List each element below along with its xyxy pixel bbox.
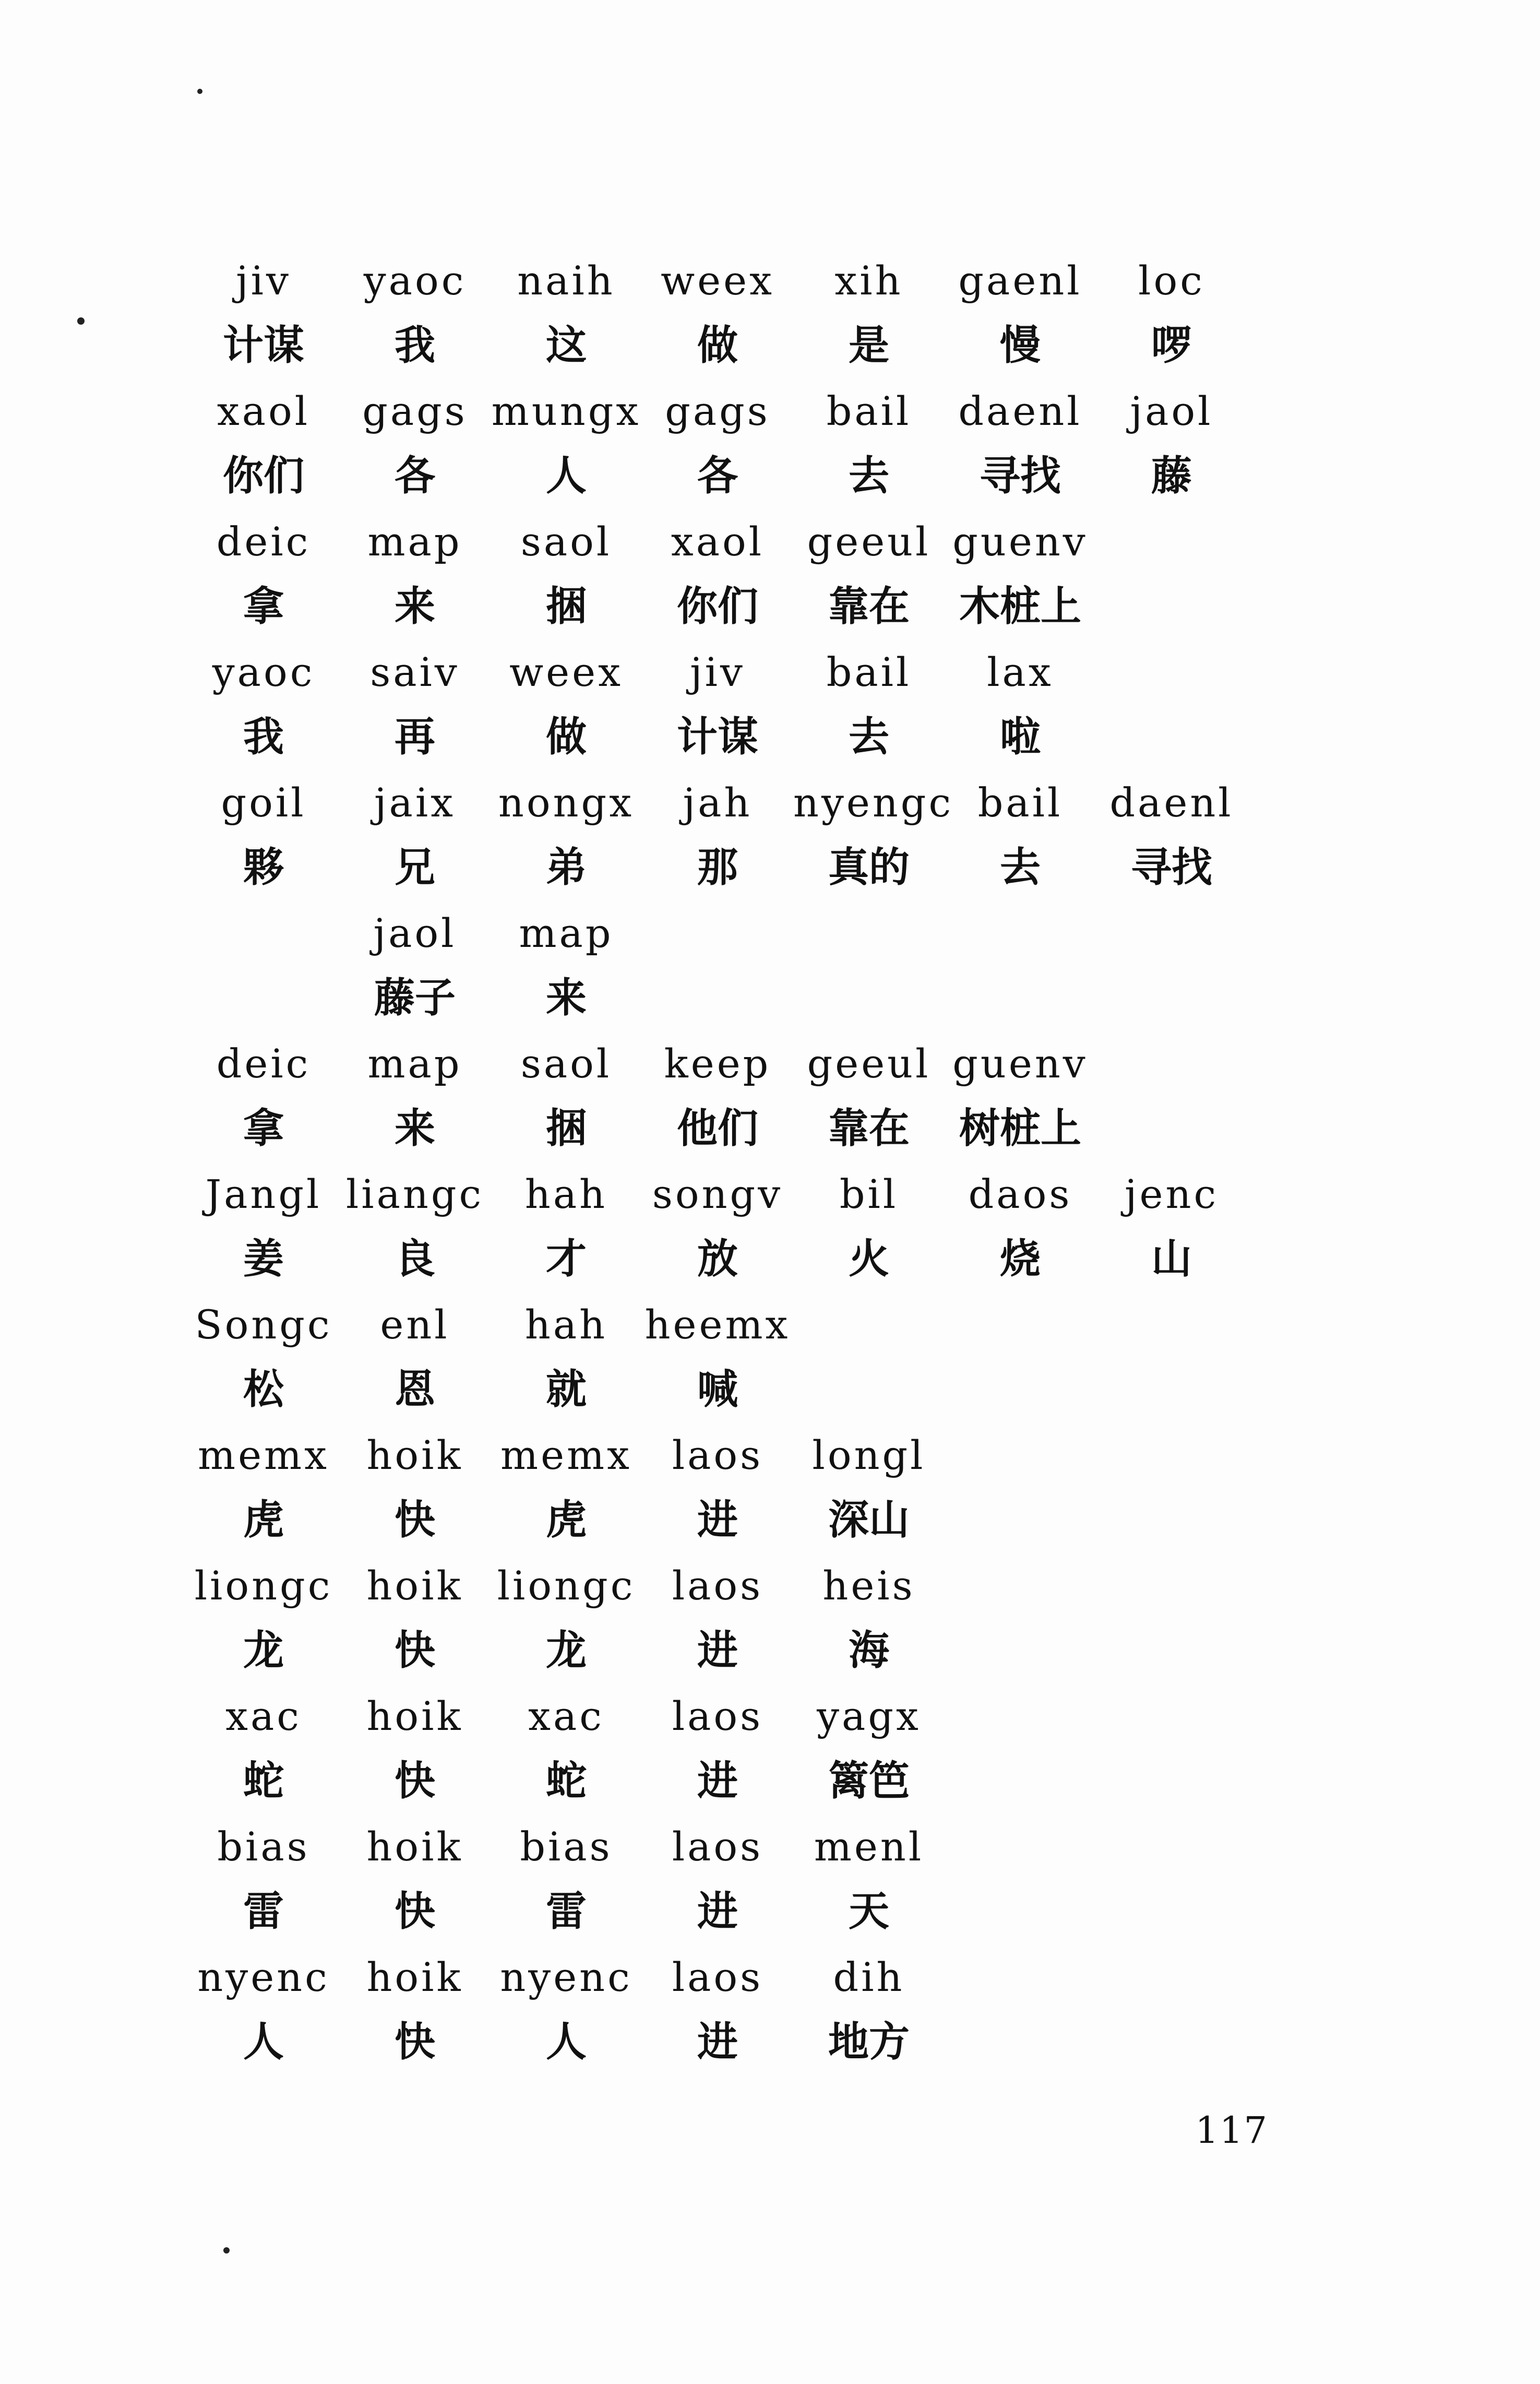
chinese-word: 那 [697,844,738,891]
chinese-word: 木桩上 [959,583,1081,630]
romanized-word: keep [664,1040,771,1087]
romanized-word: loc [1138,257,1205,304]
romanized-word: enl [380,1301,450,1348]
chinese-word: 兄 [394,844,435,891]
romanized-word: daenl [1109,779,1234,826]
romanized-word: jaol [1130,388,1213,434]
romanized-word: xih [834,257,903,304]
chinese-word: 快 [394,2019,435,2066]
romanized-word: jah [683,779,753,826]
romanized-word: hah [524,1171,608,1217]
chinese-gloss-line [188,1749,1258,1814]
romanized-word: yagx [817,1693,921,1739]
romanized-line [188,378,1258,444]
romanized-word: laos [672,1432,763,1478]
chinese-gloss-line [188,574,1258,639]
chinese-word: 慢 [999,322,1041,369]
chinese-word: 藤子 [374,975,456,1022]
chinese-gloss-line [188,1227,1258,1292]
chinese-word: 快 [394,1758,435,1805]
chinese-word: 火 [848,1236,889,1283]
chinese-word: 龙 [545,1627,587,1674]
romanized-word: Jangl [205,1171,322,1217]
romanized-line [188,1944,1258,2010]
chinese-word: 地方 [828,2019,910,2066]
romanized-word: geeul [807,1040,931,1087]
chinese-word: 去 [999,844,1041,891]
chinese-word: 进 [697,2019,738,2066]
chinese-word: 做 [697,322,738,369]
chinese-word: 去 [848,453,889,500]
chinese-word: 你们 [676,583,758,630]
chinese-word: 人 [545,453,587,500]
chinese-word: 快 [394,1497,435,1544]
romanized-word: gags [665,388,770,434]
romanized-word: xac [528,1693,604,1739]
romanized-word: longl [812,1432,926,1478]
chinese-word: 海 [848,1627,889,1674]
romanized-word: gags [362,388,468,434]
romanized-word: bail [826,649,912,695]
chinese-word: 放 [697,1236,738,1283]
romanized-line [188,900,1258,966]
romanized-word: xaol [671,518,765,565]
romanized-word: liangc [345,1171,484,1217]
chinese-word: 捆 [545,583,587,630]
romanized-word: daos [968,1171,1072,1217]
romanized-word: bil [839,1171,899,1217]
chinese-word: 人 [243,2019,284,2066]
romanized-word: memx [198,1432,329,1478]
chinese-word: 树桩上 [959,1105,1081,1152]
romanized-word: weex [509,649,623,695]
chinese-word: 就 [545,1366,587,1413]
chinese-word: 松 [243,1366,284,1413]
chinese-word: 是 [848,322,889,369]
chinese-word: 快 [394,1888,435,1935]
romanized-line [188,248,1258,313]
romanized-word: hah [524,1301,608,1348]
chinese-word: 人 [545,2019,587,2066]
romanized-word: jiv [690,649,745,695]
chinese-gloss-line [188,705,1258,770]
chinese-word: 恩 [394,1366,435,1413]
romanized-word: hoik [366,1562,463,1609]
chinese-gloss-line [188,1357,1258,1422]
chinese-word: 雷 [545,1888,587,1935]
romanized-line [188,1422,1258,1488]
romanized-word: songv [652,1171,783,1217]
romanized-word: bias [217,1823,310,1870]
chinese-gloss-line [188,313,1258,378]
romanized-word: laos [672,1954,763,2000]
chinese-word: 姜 [243,1236,284,1283]
chinese-gloss-line [188,1879,1258,1944]
chinese-word: 雷 [243,1888,284,1935]
page-number: 117 [1195,2109,1268,2152]
romanized-word: xac [225,1693,302,1739]
chinese-word: 寻找 [979,453,1061,500]
chinese-word: 寻找 [1130,844,1212,891]
romanized-line [188,1292,1258,1357]
chinese-word: 捆 [545,1105,587,1152]
romanized-word: Songc [195,1301,332,1348]
chinese-word: 进 [697,1888,738,1935]
romanized-word: hoik [366,1432,463,1478]
romanized-word: saol [520,518,612,565]
romanized-word: xaol [217,388,311,434]
chinese-word: 喊 [697,1366,738,1413]
chinese-word: 计谋 [222,322,304,369]
romanized-word: saiv [370,649,460,695]
chinese-word: 进 [697,1497,738,1544]
scan-speck [197,89,202,94]
romanized-word: daenl [958,388,1082,434]
romanized-line [188,1814,1258,1879]
romanized-word: naih [517,257,615,304]
chinese-word: 这 [545,322,587,369]
romanized-word: liongc [497,1562,636,1609]
interlinear-text [188,248,1258,2075]
chinese-word: 烧 [999,1236,1041,1283]
romanized-word: laos [672,1823,763,1870]
romanized-word: map [367,518,462,565]
romanized-word: weex [661,257,774,304]
romanized-word: lax [987,649,1054,695]
chinese-gloss-line [188,1488,1258,1553]
romanized-word: bail [977,779,1063,826]
chinese-word: 才 [545,1236,587,1283]
romanized-word: guenv [952,518,1088,565]
chinese-gloss-line [188,444,1258,509]
chinese-word: 虎 [545,1497,587,1544]
romanized-line [188,509,1258,574]
chinese-word: 去 [848,714,889,761]
chinese-gloss-line [188,1096,1258,1161]
romanized-word: map [519,910,614,956]
romanized-word: nongx [498,779,635,826]
romanized-word: deic [216,1040,311,1087]
romanized-word: map [367,1040,462,1087]
chinese-word: 弟 [545,844,587,891]
chinese-word: 良 [394,1236,435,1283]
chinese-word: 你们 [222,453,304,500]
romanized-word: gaenl [958,257,1082,304]
romanized-word: heis [822,1562,915,1609]
scan-speck [223,2247,230,2253]
chinese-word: 进 [697,1627,738,1674]
chinese-gloss-line [188,835,1258,900]
romanized-word: geeul [807,518,931,565]
chinese-word: 靠在 [828,583,910,630]
romanized-word: yaoc [363,257,467,304]
chinese-word: 啦 [999,714,1041,761]
romanized-word: jaix [374,779,456,826]
romanized-word: deic [216,518,311,565]
chinese-gloss-line [188,966,1258,1031]
chinese-word: 山 [1151,1236,1192,1283]
romanized-word: laos [672,1562,763,1609]
chinese-word: 来 [394,1105,435,1152]
chinese-word: 我 [243,714,284,761]
chinese-word: 篱笆 [828,1758,910,1805]
chinese-word: 他们 [676,1105,758,1152]
romanized-word: goil [221,779,306,826]
romanized-word: hoik [366,1693,463,1739]
chinese-gloss-line [188,2010,1258,2075]
romanized-line [188,1031,1258,1096]
chinese-word: 蛇 [243,1758,284,1805]
chinese-word: 来 [394,583,435,630]
chinese-word: 虎 [243,1497,284,1544]
romanized-word: jenc [1124,1171,1219,1217]
romanized-line [188,639,1258,705]
romanized-word: nyenc [500,1954,632,2000]
romanized-word: bail [826,388,912,434]
chinese-word: 做 [545,714,587,761]
romanized-line [188,1161,1258,1227]
romanized-word: nyenc [197,1954,330,2000]
chinese-word: 天 [848,1888,889,1935]
chinese-word: 真的 [828,844,910,891]
romanized-word: mungx [491,388,641,434]
romanized-word: bias [520,1823,613,1870]
chinese-gloss-line [188,1618,1258,1683]
romanized-word: jiv [236,257,291,304]
chinese-word: 来 [545,975,587,1022]
romanized-line [188,1553,1258,1618]
chinese-word: 再 [394,714,435,761]
chinese-word: 各 [697,453,738,500]
chinese-word: 进 [697,1758,738,1805]
romanized-word: laos [672,1693,763,1739]
chinese-word: 深山 [828,1497,910,1544]
romanized-word: saol [520,1040,612,1087]
scan-speck [77,317,85,325]
chinese-word: 靠在 [828,1105,910,1152]
romanized-word: liongc [194,1562,333,1609]
romanized-word: heemx [644,1301,791,1348]
romanized-word: jaol [373,910,457,956]
chinese-word: 龙 [243,1627,284,1674]
chinese-word: 啰 [1151,322,1192,369]
chinese-word: 快 [394,1627,435,1674]
romanized-line [188,1683,1258,1749]
romanized-line [188,770,1258,835]
chinese-word: 夥 [243,844,284,891]
chinese-word: 蛇 [545,1758,587,1805]
romanized-word: memx [500,1432,632,1478]
romanized-word: yaoc [212,649,315,695]
chinese-word: 拿 [243,583,284,630]
romanized-word: hoik [366,1954,463,2000]
romanized-word: hoik [366,1823,463,1870]
romanized-word: nyengc [793,779,954,826]
chinese-word: 藤 [1151,453,1192,500]
chinese-word: 各 [394,453,435,500]
romanized-word: menl [814,1823,924,1870]
romanized-word: dih [833,1954,905,2000]
romanized-word: guenv [952,1040,1088,1087]
chinese-word: 我 [394,322,435,369]
chinese-word: 拿 [243,1105,284,1152]
chinese-word: 计谋 [676,714,758,761]
